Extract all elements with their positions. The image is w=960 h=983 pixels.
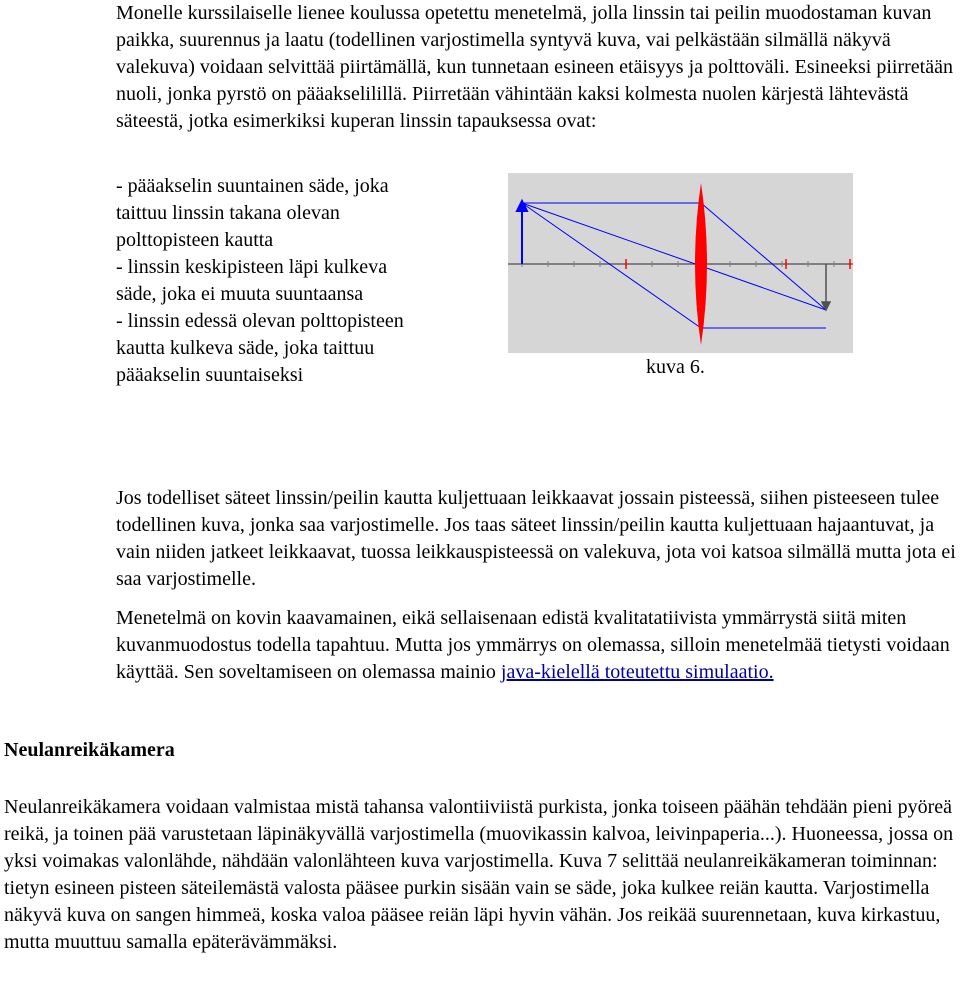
convex-lens [695, 183, 707, 345]
ray-diagram-svg [508, 173, 853, 353]
method-paragraph [116, 605, 956, 686]
list-item: - linssin keskipisteen läpi kulkeva säde, joka ei muuta suuntaansa [116, 256, 388, 305]
object-arrow [517, 201, 527, 264]
section-heading: Neulanreikäkamera [4, 739, 175, 761]
image-arrow [822, 264, 830, 310]
simulation-link[interactable]: java-kielellä toteutettu simulaatio. [500, 661, 774, 683]
pinhole-camera-paragraph: Neulanreikäkamera voidaan valmistaa mistä tahansa valontiiviistä purkista, jonka toiseen päähän tehdään pieni pyöreä reikä, ja toinen pää varustetaan läpinäkyvällä varjostimella (muovikassin kalvoa, leivinpaperia...). Huoneessa, jossa on yksi voimakas valonlähde, nähdään valonlähteen kuva varjostimella. Kuva 7 selittää neulanreikäkameran toiminnan: tietyn esineen pisteen säteilemästä valosta pääsee purkin sisään vain se säde, joka kulkee reiän kautta. Varjostimella näkyvä kuva on sangen himmeä, koska valoa pääsee reiän läpi hyvin vähän. Jos reikää suurennetaan, kuva kirkastuu, mutta muuttuu samalla epäterävämmäksi. [4, 796, 954, 953]
rays-list [116, 173, 406, 389]
list-item: - pääakselin suuntainen säde, joka taittuu linssin takana olevan polttopisteen kautta [116, 175, 389, 251]
method-text: Menetelmä on kovin kaavamainen, eikä sellaisenaan edistä kvalitatatiivista ymmärrystä siitä miten kuvanmuodostus todella tapahtuu. Mutta jos ymmärrys on olemassa, silloin menetelmää tietysti voidaan käyttää. Sen soveltamiseen on olemassa mainio [116, 607, 950, 683]
figure-caption: kuva 6. [646, 356, 705, 378]
intro-paragraph: Monelle kurssilaiselle lienee koulussa opetettu menetelmä, jolla linssin tai peilin muodostaman kuvan paikka, suurennus ja laatu (todellinen varjostimella syntyvä kuva, vai pelkästään silmällä näkyvä valekuva) voidaan selvittää piirtämällä, kun tunnetaan esineen etäisyys ja polttoväli. Esineeksi piirretään nuoli, jonka pyrstö on pääakselilillä. Piirretään vähintään kaksi kolmesta nuolen kärjestä lähtevästä säteestä, jotka esimerkiksi kuperan linssin tapauksessa ovat: [116, 2, 953, 132]
central-ray [522, 203, 826, 310]
real-image-paragraph: Jos todelliset säteet linssin/peilin kautta kuljettuaan leikkaavat jossain pisteessä, siihen pisteeseen tulee todellinen kuva, jonka saa varjostimelle. Jos taas säteet linssin/peilin kautta kuljettuaan hajaantuvat, ja vain niiden jatkeet leikkaavat, tuossa leikkauspisteessä on valekuva, jota voi katsoa silmällä mutta jota ei saa varjostimelle. [116, 487, 956, 590]
list-item: - linssin edessä olevan polttopisteen kautta kulkeva säde, joka taittuu pääakselin suuntaiseksi [116, 310, 404, 386]
lens-ray-diagram [508, 173, 853, 353]
focal-ray [522, 203, 826, 328]
light-rays [522, 203, 826, 328]
